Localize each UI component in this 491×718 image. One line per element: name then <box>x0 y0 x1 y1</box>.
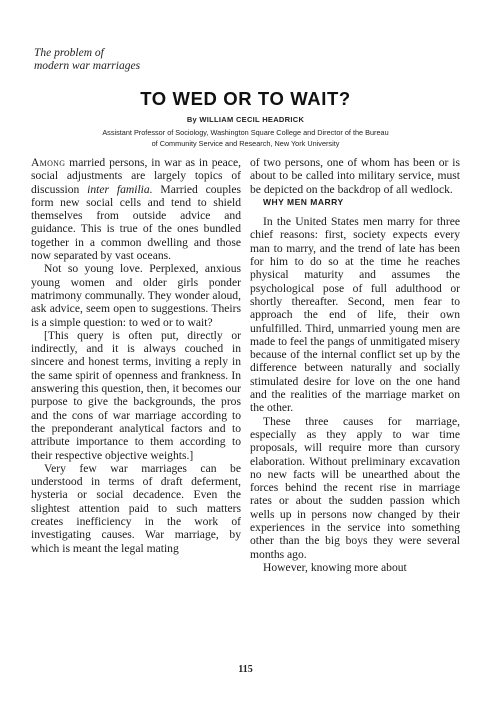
latin-phrase: inter familia. <box>87 182 153 196</box>
left-column <box>31 156 241 555</box>
article-title: TO WED OR TO WAIT? <box>140 88 351 109</box>
kicker-line-2: modern war marriages <box>34 60 141 72</box>
affiliation-line-1: Assistant Professor of Sociology, Washington Square College and Director of the Bureau <box>102 128 389 137</box>
paragraph-8: However, knowing more about <box>263 560 407 574</box>
kicker-line-1: The problem of <box>34 47 104 59</box>
paragraph-1-text: married persons, in war as in peace, social adjustments are largely topics of discussion <box>31 156 241 196</box>
paragraph-4: Very few war marriages can be understood in terms of draft deferment, hysteria or social decadence. Even the slightest attention paid to such matters creates inefficiency in the work of investigating causes. War marriage, by which is meant the legal mating <box>31 461 241 555</box>
page-number: 115 <box>238 664 253 675</box>
paragraph-5: of two persons, one of whom has been or is about to be called into military service, must be depicted on the backdrop of all wedlock. <box>250 156 460 196</box>
series-kicker <box>34 47 140 73</box>
lead-word: Among <box>31 156 66 169</box>
author-affiliation <box>30 127 461 149</box>
paragraph-2: Not so young love. Perplexed, anxious young women and older girls ponder matrimony communally. They wonder aloud, ask advice, seem open to suggestions. Theirs is a simple question: to wed or to wait? <box>31 262 241 329</box>
byline: By WILLIAM CECIL HEADRICK <box>186 115 305 124</box>
right-column <box>250 156 460 574</box>
paragraph-3: [This query is often put, directly or indirectly, and it is always couched in sincere and honest terms, inviting a reply in the same spirit of openness and frankness. In answering this question, then, it becomes our purpose to give the backgrounds, the pros and the cons of war marriage according to the preponderant analytical factors and to attribute importance to them according to their respective objective weights.] <box>31 328 241 462</box>
paragraph-1 <box>31 156 241 262</box>
paragraph-6: In the United States men marry for three chief reasons: first, society expects every man to marry, and the trend of late has been for him to do so at the time he reaches physical maturity and assumes the psychological pose of full adulthood or shortly thereafter. Second, men fear to approach the end of life, their own unfulfilled. Third, unmarried young men are made to feel the pangs of unmitigated misery because of the internal conflict set up by the difference between naturally and socially stimulated desire for love on the one hand and the realities of the marriage market on the other. <box>250 215 460 415</box>
paragraph-7: These three causes for marriage, especially as they apply to war time proposals, will require more than cursory elaboration. Without preliminary excavation no new facts will be unearthed about the forces behind the recent rise in marriage rates or about the sudden passion which wells up in persons now changed by their experiences in the service into something other than the big boys they were several months ago. <box>250 414 460 561</box>
section-heading: WHY MEN MARRY <box>263 196 344 207</box>
paragraph-1-tail: Married couples form new social cells and tend to shield themselves from outside advice and guidance. This is true of the ones bundled together in a common dwelling and those now separated by vast oceans. <box>31 182 241 263</box>
affiliation-line-2: of Community Service and Research, New York University <box>151 139 340 148</box>
